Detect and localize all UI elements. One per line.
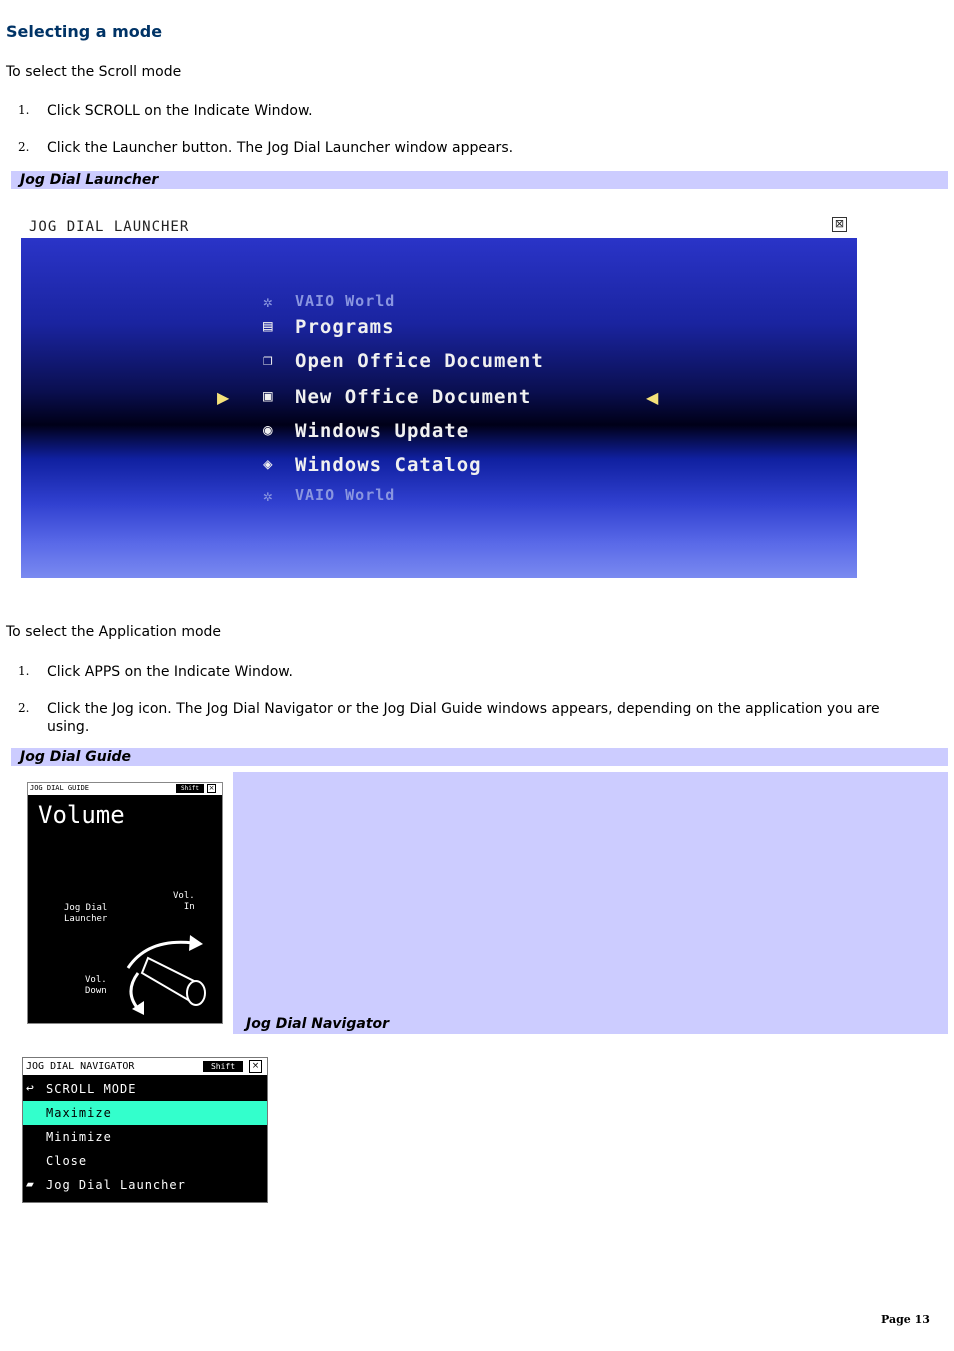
selection-arrow-left-icon: ◀ bbox=[646, 388, 659, 407]
launcher-item-label: VAIO World bbox=[295, 292, 396, 310]
launcher-item-label: VAIO World bbox=[295, 486, 396, 504]
step-number: 2. bbox=[18, 140, 30, 154]
guide-launcher-label: Jog Dial Launcher bbox=[64, 903, 108, 924]
launcher-item-open-office-document[interactable] bbox=[263, 350, 544, 372]
launcher-item-label: Windows Update bbox=[295, 420, 470, 442]
jog-dial-icon bbox=[118, 923, 218, 1018]
guide-title-bar bbox=[28, 783, 222, 795]
launcher-item-windows-catalog[interactable] bbox=[263, 454, 482, 476]
navigator-item-label: Minimize bbox=[46, 1130, 112, 1144]
return-arrow-icon: ↩ bbox=[26, 1081, 35, 1096]
navigator-title: JOG DIAL NAVIGATOR bbox=[26, 1061, 135, 1072]
navigator-item-label: SCROLL MODE bbox=[46, 1082, 137, 1096]
launcher-item-label: Open Office Document bbox=[295, 350, 544, 372]
step-number: 1. bbox=[18, 103, 30, 117]
jog-dial-navigator-window bbox=[22, 1057, 268, 1203]
page-number: Page 13 bbox=[881, 1313, 930, 1326]
guide-title: JOG DIAL GUIDE bbox=[30, 784, 90, 792]
navigator-item-minimize[interactable] bbox=[23, 1125, 267, 1149]
navigator-title-bar bbox=[23, 1058, 267, 1075]
step-text: Click the Launcher button. The Jog Dial Launcher window appears. bbox=[47, 140, 514, 156]
shift-button[interactable]: Shift bbox=[176, 784, 204, 793]
launcher-item-label: Programs bbox=[295, 316, 395, 338]
page-title: Selecting a mode bbox=[6, 22, 163, 41]
guide-vol-in-label: Vol. In bbox=[173, 891, 195, 912]
step-text: Click the Jog icon. The Jog Dial Navigator or the Jog Dial Guide windows appears, depending on the application you are using. bbox=[47, 701, 880, 735]
folder-icon: ▤ bbox=[263, 316, 274, 335]
close-icon[interactable]: × bbox=[208, 784, 215, 792]
navigator-item-label: Maximize bbox=[46, 1106, 112, 1120]
launcher-item-label: Windows Catalog bbox=[295, 454, 482, 476]
open-document-icon: ❐ bbox=[263, 350, 274, 369]
step-number: 1. bbox=[18, 664, 30, 678]
selection-arrow-right-icon: ▶ bbox=[217, 388, 230, 407]
launcher-title-bar bbox=[21, 210, 857, 238]
catalog-icon: ◈ bbox=[263, 454, 274, 473]
launcher-item-new-office-document[interactable] bbox=[263, 386, 532, 408]
globe-icon: ✲ bbox=[263, 292, 274, 311]
jog-dial-launcher-window bbox=[21, 210, 857, 578]
jog-dial-guide-window bbox=[27, 782, 223, 1024]
guide-vol-down-label: Vol. Down bbox=[85, 975, 107, 996]
step-number: 2. bbox=[18, 701, 30, 715]
navigator-item-close[interactable] bbox=[23, 1149, 267, 1173]
caption-bar bbox=[11, 171, 948, 189]
windows-update-icon: ◉ bbox=[263, 420, 274, 439]
launcher-item-programs[interactable] bbox=[263, 316, 395, 338]
navigator-item-jog-dial-launcher[interactable] bbox=[23, 1173, 267, 1197]
launcher-item-windows-update[interactable] bbox=[263, 420, 470, 442]
close-icon[interactable]: ⊠ bbox=[832, 217, 847, 232]
navigator-item-label: Jog Dial Launcher bbox=[46, 1178, 186, 1192]
launcher-menu bbox=[21, 238, 857, 578]
figure-caption: Jog Dial Launcher bbox=[20, 172, 159, 188]
guide-figure-table bbox=[11, 772, 948, 1034]
caption-bar bbox=[11, 748, 948, 766]
application-mode-intro: To select the Application mode bbox=[6, 624, 222, 640]
launcher-item-label: New Office Document bbox=[295, 386, 532, 408]
guide-image-cell bbox=[11, 772, 233, 1034]
shift-button[interactable]: Shift bbox=[203, 1061, 243, 1072]
figure-caption: Jog Dial Navigator bbox=[246, 1016, 390, 1032]
launcher-item-vaio-world[interactable] bbox=[263, 486, 396, 505]
globe-icon: ✲ bbox=[263, 486, 274, 505]
navigator-item-maximize[interactable] bbox=[23, 1101, 267, 1125]
close-icon[interactable]: × bbox=[249, 1060, 262, 1073]
scroll-mode-intro: To select the Scroll mode bbox=[6, 64, 182, 80]
launcher-title: JOG DIAL LAUNCHER bbox=[29, 219, 190, 235]
guide-function-label: Volume bbox=[38, 801, 125, 829]
figure-caption: Jog Dial Guide bbox=[20, 749, 132, 765]
step-text: Click SCROLL on the Indicate Window. bbox=[47, 103, 313, 119]
navigator-item-label: Close bbox=[46, 1154, 88, 1168]
new-document-icon: ▣ bbox=[263, 386, 274, 405]
launcher-icon: ▰ bbox=[26, 1177, 35, 1192]
navigator-item-scroll-mode[interactable] bbox=[23, 1077, 267, 1101]
step-text: Click APPS on the Indicate Window. bbox=[47, 664, 293, 680]
launcher-item-vaio-world[interactable] bbox=[263, 292, 396, 311]
